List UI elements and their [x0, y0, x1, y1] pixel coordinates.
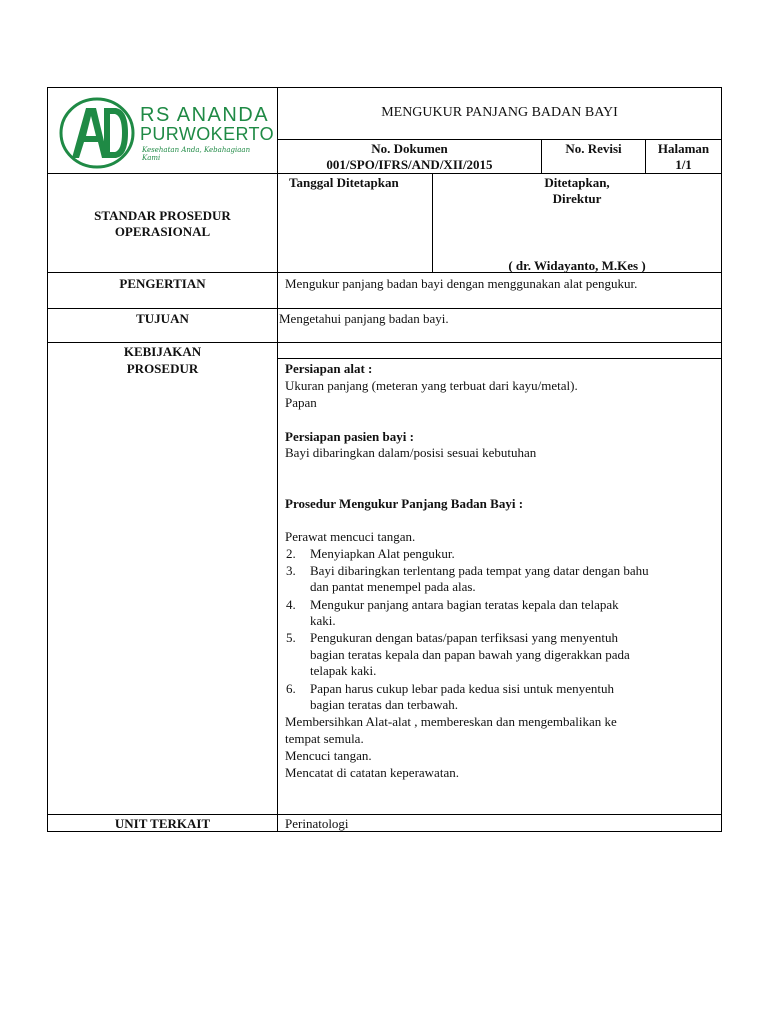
step-number: 5.	[286, 630, 296, 645]
date-label: Tanggal Ditetapkan	[289, 175, 399, 190]
page-label: Halaman	[657, 141, 710, 156]
revision-label: No. Revisi	[565, 141, 622, 156]
director-label: Direktur	[552, 191, 602, 206]
row-divider	[47, 342, 722, 343]
pasien-heading: Persiapan pasien bayi :	[285, 429, 414, 444]
alat-heading: Persiapan alat :	[285, 361, 373, 376]
table-border	[47, 87, 722, 88]
doc-no-label: No. Dokumen	[371, 141, 448, 156]
step-text: telapak kaki.	[310, 663, 377, 678]
step-text: Menyiapkan Alat pengukur.	[310, 546, 455, 561]
doc-no-value: 001/SPO/IFRS/AND/XII/2015	[326, 157, 493, 172]
step-number: 4.	[286, 597, 296, 612]
alat-item: Papan	[285, 395, 317, 410]
logo-tagline: Kesehatan Anda, Kebahagiaan Kami	[142, 146, 251, 162]
tujuan-text: Mengetahui panjang badan bayi.	[279, 311, 449, 326]
step-text: dan pantat menempel pada alas.	[310, 579, 476, 594]
pengertian-text: Mengukur panjang badan bayi dengan menggunakan alat pengukur.	[285, 276, 638, 291]
approved-label: Ditetapkan,	[544, 175, 610, 190]
step-text: Papan harus cukup lebar pada kedua sisi untuk menyentuh	[310, 681, 614, 696]
step-number: 6.	[286, 681, 296, 696]
unit-text: Perinatologi	[285, 816, 349, 831]
row-divider	[277, 139, 722, 140]
step-text: bagian teratas kepala dan papan bawah yang digerakkan pada	[310, 647, 630, 662]
step-number: 3.	[286, 563, 296, 578]
kebijakan-label: KEBIJAKAN	[123, 344, 202, 359]
step-1: Perawat mencuci tangan.	[285, 529, 416, 544]
logo-name-line2: PURWOKERTO	[140, 124, 275, 144]
unit-label: UNIT TERKAIT	[114, 816, 211, 831]
rs-ananda-logo-icon	[58, 96, 136, 170]
sop-title-line2: OPERASIONAL	[114, 224, 211, 239]
document-title: MENGUKUR PANJANG BADAN BAYI	[381, 105, 618, 120]
closing-line: Mencuci tangan.	[285, 748, 372, 763]
row-divider	[47, 814, 722, 815]
step-number: 2.	[286, 546, 296, 561]
logo-name-line1: RS ANANDA	[140, 104, 270, 126]
row-divider	[277, 358, 722, 359]
sop-title-line1: STANDAR PROSEDUR	[94, 208, 231, 223]
closing-line: Mencatat di catatan keperawatan.	[285, 765, 459, 780]
tujuan-label: TUJUAN	[136, 311, 189, 326]
prosedur-label: PROSEDUR	[126, 361, 199, 376]
table-border	[47, 87, 48, 832]
alat-item: Ukuran panjang (meteran yang terbuat dari kayu/metal).	[285, 378, 578, 393]
langkah-heading: Prosedur Mengukur Panjang Badan Bayi :	[285, 496, 524, 511]
hospital-logo	[58, 96, 275, 170]
closing-line: Membersihkan Alat-alat , membereskan dan mengembalikan ke	[285, 714, 617, 729]
column-divider	[277, 87, 278, 832]
step-text: Mengukur panjang antara bagian teratas kepala dan telapak	[310, 597, 619, 612]
pengertian-label: PENGERTIAN	[119, 276, 206, 291]
closing-line: tempat semula.	[285, 731, 364, 746]
step-text: Bayi dibaringkan terlentang pada tempat yang datar dengan bahu	[310, 563, 649, 578]
step-text: Pengukuran dengan batas/papan terfiksasi yang menyentuh	[310, 630, 618, 645]
director-name: ( dr. Widayanto, M.Kes )	[508, 258, 646, 273]
table-border	[721, 87, 722, 832]
pasien-item: Bayi dibaringkan dalam/posisi sesuai kebutuhan	[285, 445, 537, 460]
step-text: bagian teratas dan terbawah.	[310, 697, 458, 712]
page-value: 1/1	[675, 157, 692, 172]
step-text: kaki.	[310, 613, 336, 628]
row-divider	[47, 308, 722, 309]
